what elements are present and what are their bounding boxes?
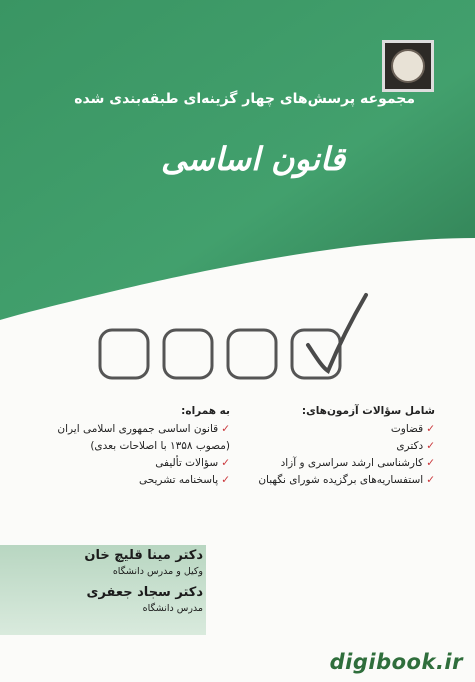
- watermark-site: digibook.ir: [329, 650, 463, 674]
- exams-heading: شامل سؤالات آزمون‌های:: [301, 405, 435, 417]
- author-role: وکیل و مدرس دانشگاه: [112, 566, 203, 577]
- check-icon: ✓: [426, 474, 435, 486]
- includes-heading: به همراه:: [181, 405, 230, 417]
- logo-emblem-icon: [391, 49, 425, 83]
- checkbox-empty-icon: [228, 330, 276, 378]
- author-role: مدرس دانشگاه: [142, 603, 203, 614]
- check-icon: ✓: [221, 457, 230, 469]
- authors: [3, 548, 203, 622]
- list-item: ✓قضاوت: [390, 423, 435, 435]
- checkbox-empty-icon: [100, 330, 148, 378]
- check-icon: ✓: [221, 474, 230, 486]
- author-name: دکتر مینا قلیچ خان: [84, 548, 203, 563]
- list-item: ✓دکتری: [396, 440, 435, 452]
- check-icon: ✓: [426, 423, 435, 435]
- list-item: ✓پاسخنامه تشریحی: [138, 474, 230, 486]
- publisher-logo: [382, 40, 434, 92]
- checkbox-empty-icon: [164, 330, 212, 378]
- list-item: ✓قانون اساسی جمهوری اسلامی ایران: [57, 423, 230, 435]
- list-item-note: (مصوب ۱۳۵۸ با اصلاحات بعدی): [90, 440, 230, 452]
- check-icon: ✓: [221, 423, 230, 435]
- checkbox-illustration: [90, 285, 380, 395]
- check-icon: ✓: [426, 457, 435, 469]
- author-name: دکتر سجاد جعفری: [86, 585, 203, 600]
- check-icon: ✓: [426, 440, 435, 452]
- exams-list: [260, 405, 435, 491]
- list-item: ✓کارشناسی ارشد سراسری و آزاد: [280, 457, 435, 469]
- list-item: ✓استفساریه‌های برگزیده شورای نگهبان: [258, 474, 435, 486]
- book-title: قانون اساسی: [160, 140, 345, 178]
- includes-list: [40, 405, 230, 491]
- list-item: ✓سؤالات تألیفی: [155, 457, 230, 469]
- series-subtitle: مجموعه پرسش‌های چهار گزینه‌ای طبقه‌بندی شده: [74, 91, 415, 107]
